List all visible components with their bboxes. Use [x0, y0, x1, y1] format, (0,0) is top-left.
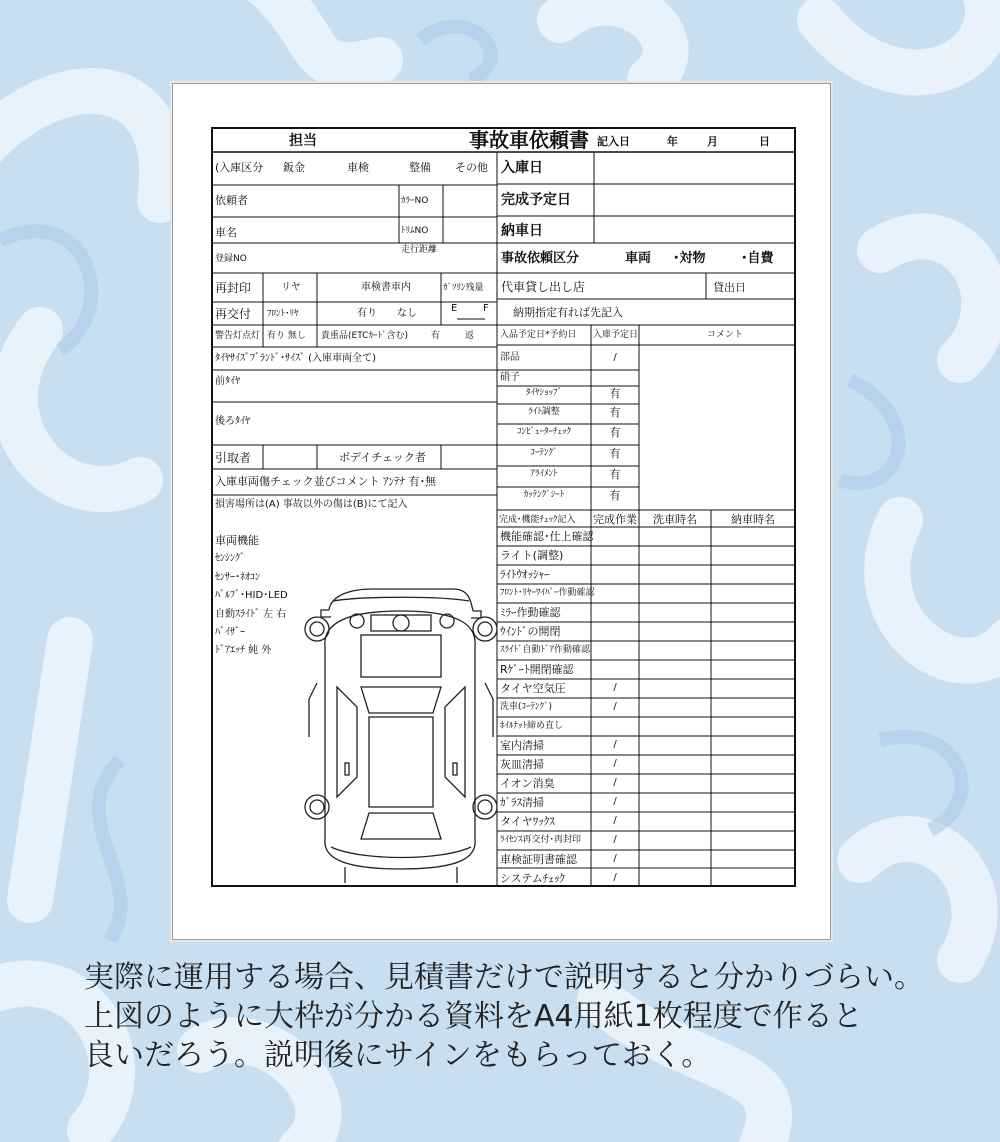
fuel-e-label: E: [451, 303, 458, 314]
check-row-label: ﾐﾗｰ作動確認: [500, 606, 561, 619]
jihi-option[interactable]: ･自費: [741, 251, 774, 266]
check-row-label: ｳｲﾝﾄﾞの開閉: [500, 625, 561, 638]
color-no-label: ｶﾗｰNO: [401, 196, 429, 206]
nashi-option[interactable]: なし: [397, 308, 417, 319]
caption-line: 良いだろう。説明後にサインをもらっておく。: [84, 1038, 712, 1073]
check-row-label: ﾎｲﾙﾅｯﾄ締め直し: [500, 721, 564, 731]
garasu-label: 硝子: [500, 372, 520, 383]
check-row-label: タイヤﾜｯｸｽ: [500, 815, 555, 828]
comment-label: コメント: [707, 330, 744, 340]
check-row-value: /: [613, 815, 617, 826]
ari-option[interactable]: 有り: [357, 308, 377, 319]
parts-row-value: 有: [609, 489, 621, 502]
check-row-label: 機能確認･仕上確認: [500, 530, 594, 543]
year-label: 年: [667, 135, 678, 148]
func-item: ﾄﾞｱｴｯﾁ 純 外: [215, 645, 272, 656]
body-check-label: ボデイチェック者: [339, 451, 426, 464]
check-row-label: 室内清掃: [500, 739, 544, 752]
parts-row-label: ﾀｲﾔｼｮｯﾌﾟ: [525, 388, 562, 398]
nyuko-date-label: 入庫日: [501, 160, 543, 176]
check-row-label: システムﾁｪｯｸ: [500, 872, 565, 885]
check-row-label: ﾗｲｾﾝｽ再交付･再封印: [500, 835, 582, 845]
caption-line: 実際に運用する場合、見積書だけで説明すると分かりづらい。: [84, 960, 924, 995]
month-label: 月: [707, 135, 718, 148]
front-tire-label: 前ﾀｲﾔ: [215, 376, 240, 387]
check-row-value: /: [613, 739, 617, 750]
func-item: ﾊﾞｲｻﾞｰ: [215, 627, 245, 638]
rear-tire-label: 後ろﾀｲﾔ: [215, 416, 250, 427]
toroku-no-label: 登録NO: [215, 254, 247, 264]
check-row-label: 車検証明書確認: [500, 853, 577, 866]
saikofu-label: 再交付: [215, 307, 252, 321]
damage-note: 損害場所は(A) 事故以外の傷は(B)にて記入: [215, 499, 408, 510]
check-row-label: ﾌﾛﾝﾄ･ﾘﾔｰﾜｲﾊﾟｰ作動確認: [500, 588, 595, 598]
check-row-label: ｶﾞﾗｽ清掃: [500, 796, 544, 809]
check-row-value: /: [613, 834, 617, 845]
nyuko-yotei-label: 入庫予定日: [593, 330, 639, 340]
nyuhin-label: 入品予定日*予約日: [500, 330, 577, 340]
check-row-value: /: [613, 853, 617, 864]
front-riya-label: ﾌﾛﾝﾄ･ﾘﾔ: [267, 309, 299, 319]
riya-label: リヤ: [281, 282, 301, 293]
check-row-label: ライト(調整): [500, 549, 564, 562]
parts-row-label: ｺﾝﾋﾟｭｰﾀｰﾁｪｯｸ: [516, 427, 571, 437]
bankin-option[interactable]: 鈑金: [283, 161, 305, 174]
check-row-label: タイヤ空気圧: [500, 682, 566, 695]
check-header: 完成･機能ﾁｪｯｸ記入: [499, 515, 576, 525]
taibutsu-option[interactable]: ･対物: [673, 251, 706, 266]
check-header: 納車時名: [731, 513, 775, 526]
kichohin-label: 貴重品(ETCｶｰﾄﾞ含む): [321, 331, 408, 341]
check-row-label: ｽﾗｲﾄﾞ自動ﾄﾞｱ作動確認: [500, 645, 591, 655]
seibi-option[interactable]: 整備: [409, 161, 431, 174]
trim-no-label: ﾄﾘﾑNO: [401, 226, 429, 236]
check-row-label: Rｹﾞｰﾄ開閉確認: [500, 663, 574, 676]
sonota-option[interactable]: その他: [455, 161, 488, 174]
ari-nashi-label: 有り 無し: [267, 331, 306, 341]
check-row-value: /: [613, 796, 617, 807]
buhin-label: 部品: [500, 352, 520, 363]
soko-kyori-label: 走行距離: [401, 245, 438, 255]
kashide-label: 貸出日: [713, 281, 746, 294]
day-label: 日: [759, 135, 770, 148]
parts-row-label: ｱﾗｲﾒﾝﾄ: [530, 469, 558, 479]
check-row-value: /: [613, 758, 617, 769]
shaken-option[interactable]: 車検: [347, 161, 369, 174]
check-row-label: イオン消臭: [500, 777, 555, 790]
check-row-value: /: [613, 777, 617, 788]
hen-label: 返: [465, 331, 475, 341]
parts-row-value: 有: [609, 426, 621, 439]
buhin-value: /: [613, 352, 617, 363]
jiko-kubun-label: 事故依頼区分: [501, 251, 580, 266]
func-item: ﾊﾞﾙﾌﾞ･HID･LED: [215, 590, 288, 601]
kinyubi-label: 記入日: [597, 135, 630, 148]
check-header: 洗車時名: [653, 513, 697, 526]
parts-row-label: ﾗｲﾄ調整: [528, 407, 560, 417]
nosha-date-label: 納車日: [501, 223, 543, 239]
nyuko-kubun-label: (入庫区分: [215, 161, 264, 174]
check-row-label: 洗車(ｺｰﾃﾝｸﾞ): [500, 702, 553, 712]
hikitori-label: 引取者: [215, 451, 252, 465]
caption-line: 上図のように大枠が分かる資料をA4用紙1枚程度で作ると: [84, 999, 863, 1034]
iraisha-label: 依頼者: [215, 194, 248, 207]
yu-label: 有: [431, 331, 441, 341]
tantou-label: 担当: [289, 133, 317, 149]
car-diagram: [305, 589, 497, 883]
check-header: 完成作業: [593, 513, 637, 526]
parts-row-value: 有: [609, 406, 621, 419]
gasoline-label: ｶﾞｿﾘﾝ残量: [443, 283, 484, 293]
keikoku-label: 警告灯点灯: [215, 331, 261, 341]
parts-row-label: ｶｯﾃﾝｸﾞｼｰﾄ: [523, 490, 565, 500]
kansei-date-label: 完成予定日: [501, 192, 571, 208]
saifuin-label: 再封印: [215, 281, 252, 295]
check-row-value: /: [613, 872, 617, 883]
shamei-label: 車名: [215, 226, 237, 239]
check-row-value: /: [613, 701, 617, 712]
parts-row-value: 有: [609, 387, 621, 400]
tire-size-label: ﾀｲﾔｻｲｽﾞﾌﾞﾗﾝﾄﾞ･ｻｲｽﾞ (入庫車両全て): [215, 353, 376, 364]
caption: [84, 958, 964, 1075]
form-title: 事故車依頼書: [469, 128, 589, 152]
func-title: 車両機能: [215, 534, 259, 547]
check-row-value: /: [613, 682, 617, 693]
check-row-label: ﾗｲﾄｳｵｯｼｬｰ: [500, 568, 550, 581]
func-item: ｾﾝｻｰ･ﾈｵｺﾝ: [215, 572, 260, 583]
fuel-f-label: F: [483, 303, 489, 314]
daisha-label: 代車貸し出し店: [501, 280, 586, 294]
accident-request-form: [211, 127, 796, 889]
damage-check-label: 入庫車両傷チェック並びコメント ｱﾝﾃﾅ 有･無: [215, 475, 437, 488]
parts-row-value: 有: [609, 468, 621, 481]
noki-label: 納期指定有れば先記入: [513, 306, 623, 319]
check-row-label: 灰皿清掃: [500, 758, 544, 771]
func-item: ｾﾝｼﾝｸﾞ: [215, 553, 245, 564]
parts-row-value: 有: [609, 447, 621, 460]
parts-row-label: ｺｰﾃﾝｸﾞ: [530, 448, 558, 458]
shaken-sho-label: 車検書車内: [361, 282, 411, 293]
func-item: 自動ｽﾗｲﾄﾞ 左 右: [215, 609, 287, 620]
sharyo-option[interactable]: 車両: [625, 251, 652, 266]
